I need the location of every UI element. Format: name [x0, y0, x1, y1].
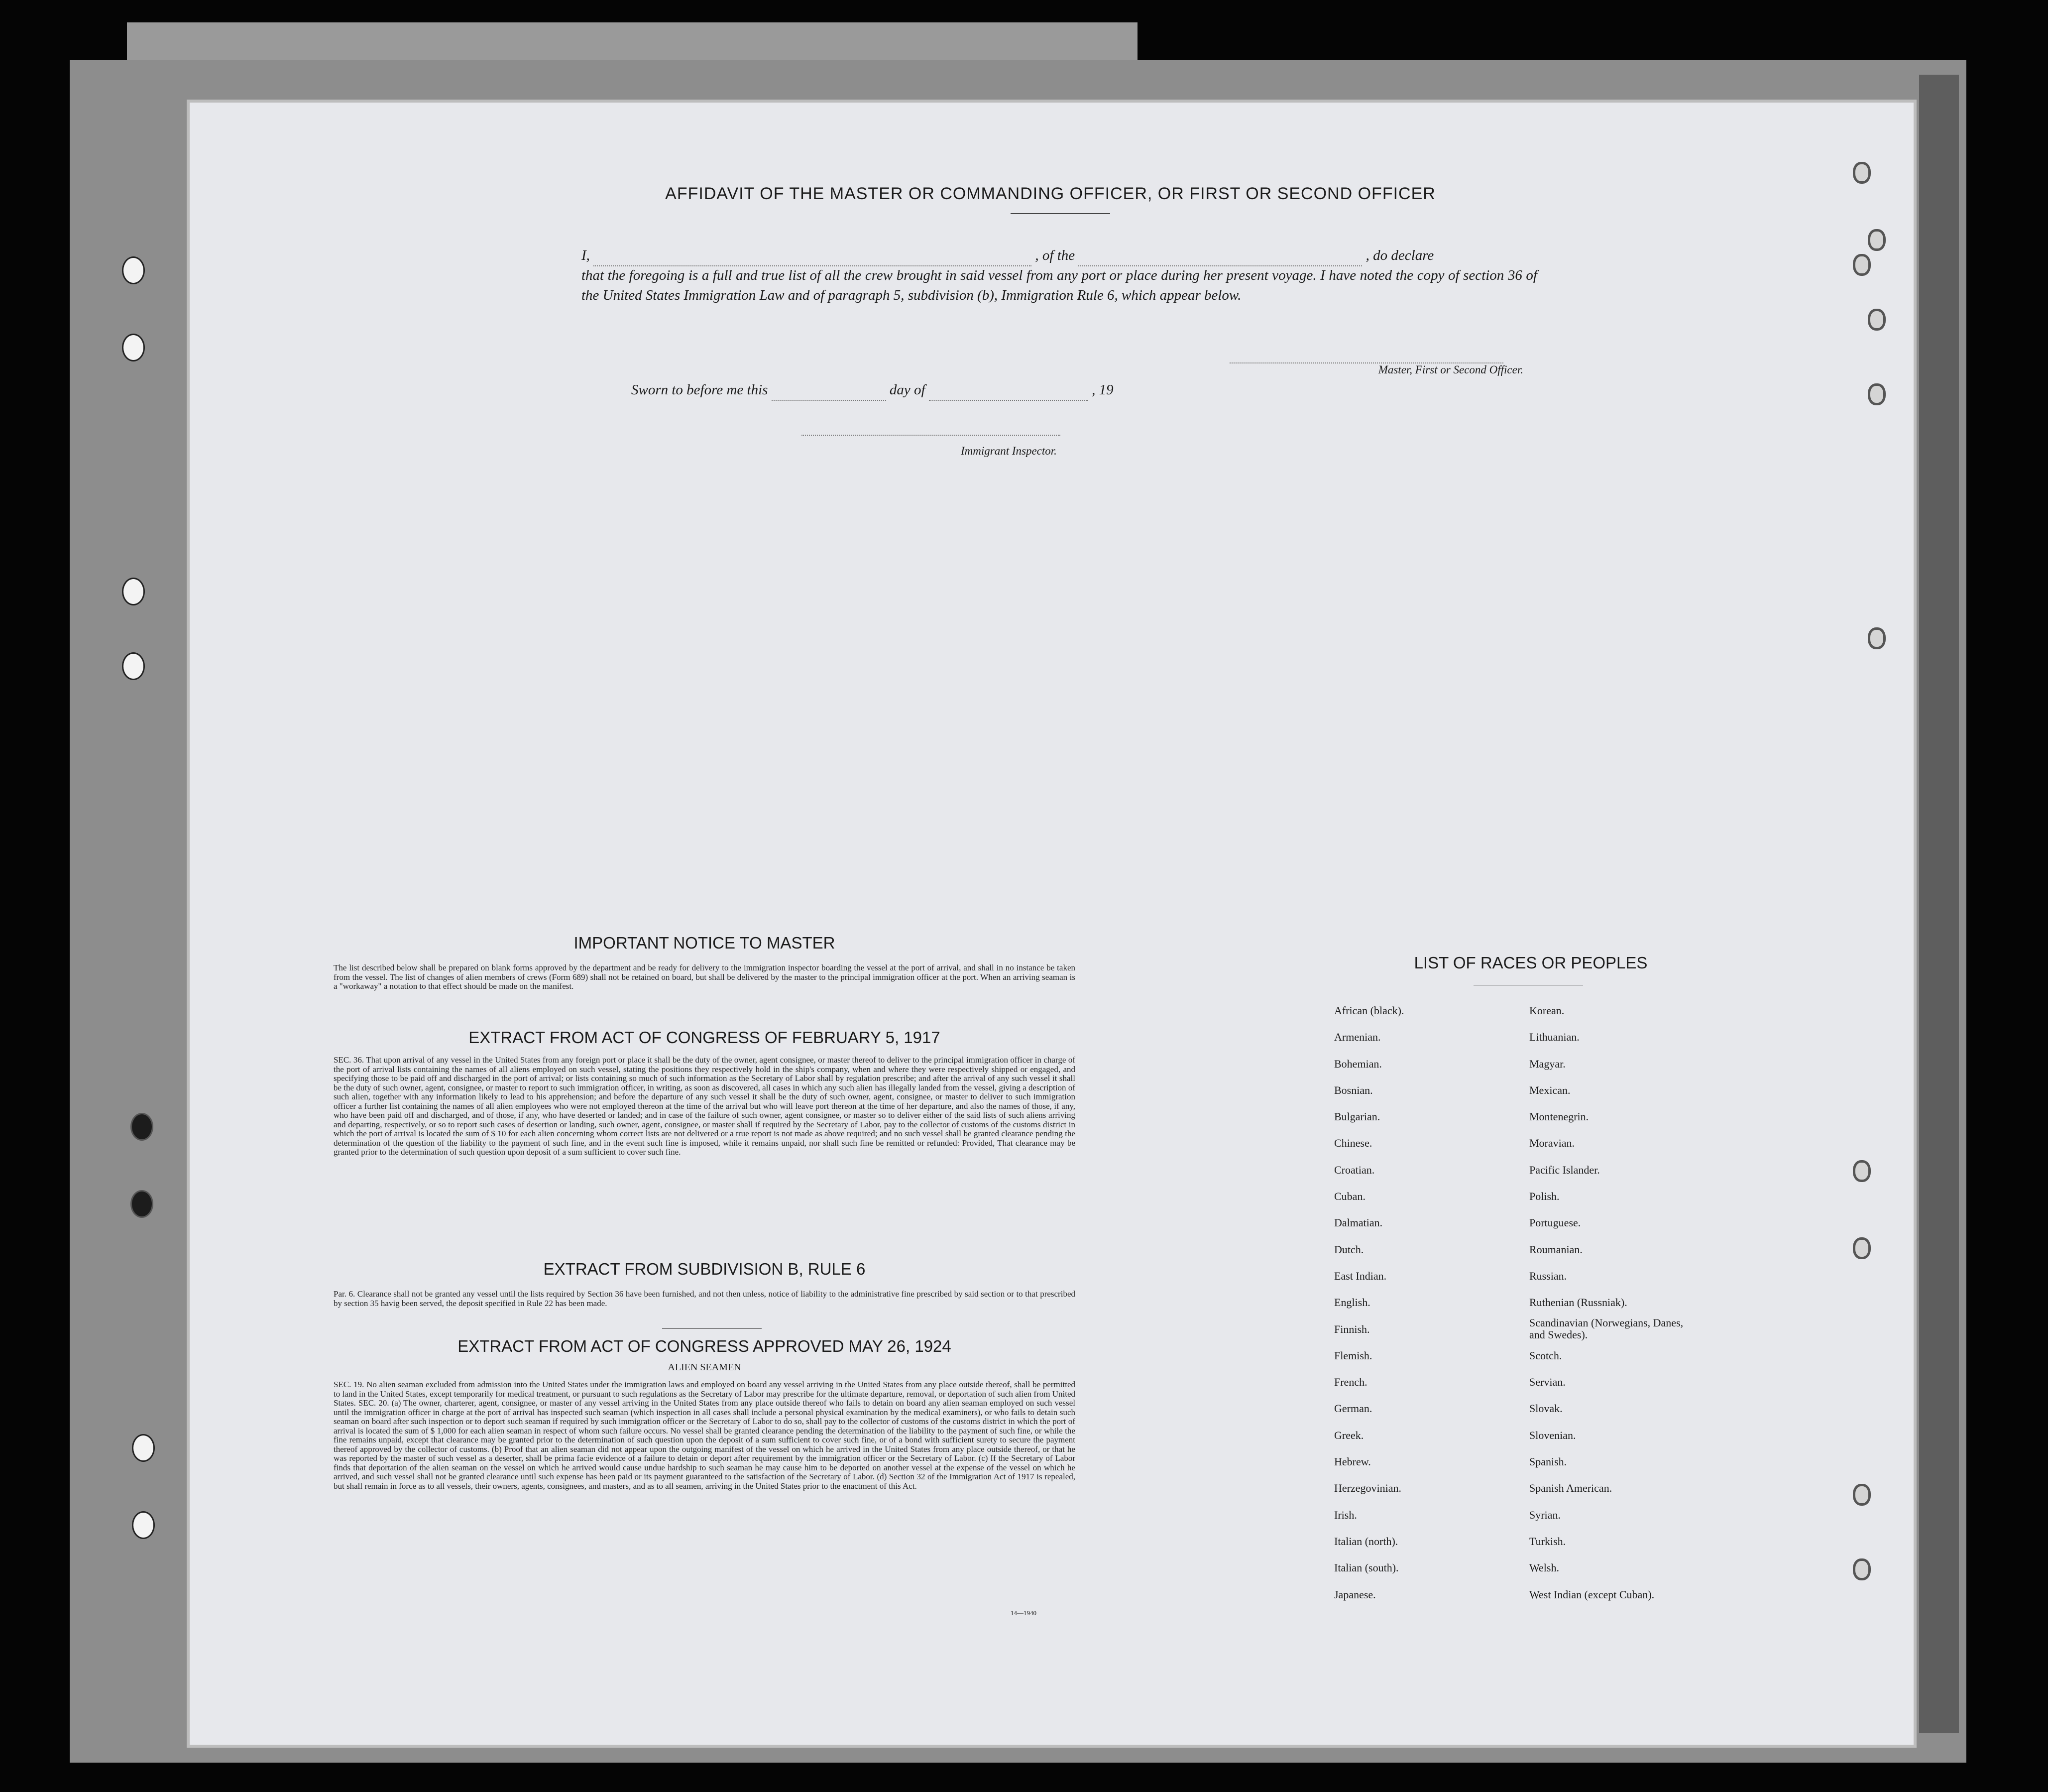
declarant-name-field[interactable]: [593, 245, 1031, 266]
race-item: Japanese.: [1334, 1588, 1376, 1601]
race-item: Korean.: [1529, 1004, 1565, 1017]
binding-hole: [1868, 229, 1886, 251]
punch-hole: [130, 1190, 153, 1218]
race-item: Dutch.: [1334, 1243, 1364, 1256]
race-item: Russian.: [1529, 1269, 1567, 1282]
binding-hole: [1868, 309, 1886, 331]
race-item: Irish.: [1334, 1508, 1357, 1521]
extract-1917-title: EXTRACT FROM ACT OF CONGRESS OF FEBRUARY 5, 1917: [468, 1028, 940, 1047]
binding-hole: [1853, 254, 1871, 276]
race-item: French.: [1334, 1376, 1367, 1389]
races-column-2: [1529, 997, 1738, 1608]
race-item: Welsh.: [1529, 1561, 1559, 1574]
form-number: 14—1940: [1011, 1609, 1036, 1617]
declaration-end: , do declare: [1365, 247, 1434, 263]
vessel-name-field[interactable]: [1078, 245, 1362, 266]
master-signature-label: Master, First or Second Officer.: [1378, 363, 1523, 376]
race-item: Spanish American.: [1529, 1482, 1612, 1495]
race-item: Polish.: [1529, 1190, 1560, 1203]
punch-hole: [122, 652, 145, 680]
race-item: Syrian.: [1529, 1508, 1561, 1521]
punch-hole: [132, 1434, 155, 1462]
sworn-line: [631, 380, 1278, 401]
affidavit-title: AFFIDAVIT OF THE MASTER OR COMMANDING OFFICER, OR FIRST OR SECOND OFFICER: [665, 184, 1436, 203]
race-item: Roumanian.: [1529, 1243, 1583, 1256]
race-item: Bulgarian.: [1334, 1110, 1380, 1123]
race-item: Hebrew.: [1334, 1455, 1371, 1468]
race-item: Greek.: [1334, 1429, 1364, 1441]
title-rule: [1011, 213, 1110, 214]
binding-hole: [1853, 1237, 1871, 1259]
sworn-text: Sworn to before me this: [631, 382, 768, 398]
notice-text: The list described below shall be prepared on blank forms approved by the department and be ready for delivery to the immigration inspector boarding the vessel at the port of arrival, and shall in no instance be taken from the vessel. The list of changes of alien members of crews (Form 689) shall not be retained on board, but shall be delivered by the master to the principal immigration officer at the port. When an arriving seaman is a "workaway" a notation to that effect should be made on the manifest.: [334, 963, 1075, 991]
race-item: Montenegrin.: [1529, 1110, 1589, 1123]
race-item: English.: [1334, 1296, 1370, 1309]
race-item: Bosnian.: [1334, 1083, 1373, 1096]
race-item: Scandinavian (Norwegians, Danes, and Swedes).: [1529, 1316, 1684, 1341]
affidavit-declaration-line: [581, 245, 1537, 265]
race-item: East Indian.: [1334, 1269, 1387, 1282]
race-item: German.: [1334, 1402, 1372, 1415]
race-item: Italian (north).: [1334, 1535, 1398, 1548]
race-item: Pacific Islander.: [1529, 1163, 1600, 1176]
back-sheet-right-edge: [1919, 75, 1959, 1733]
race-item: Dalmatian.: [1334, 1216, 1383, 1229]
extract-rule6-title: EXTRACT FROM SUBDIVISION B, RULE 6: [543, 1260, 866, 1278]
race-item: Mexican.: [1529, 1083, 1571, 1096]
punch-hole: [130, 1113, 153, 1141]
extract-1917-text: SEC. 36. That upon arrival of any vessel in the United States from any foreign port or place it shall be the duty of the owner, agent consignee, or master thereof to deliver to the principal immigration officer in charge of the port of arrival lists containing the names of all aliens employed on such vessel, stating the positions they respectively hold in the ship's company, when and where they were respectively shipped or engaged, and specifying those to be paid off and discharged in the port of arrival; or lists containing so much of such information as the Secretary of Labor shall by regulation prescribe; and after the arrival of any such vessel it shall be the duty of such owner, agent, consignee, or master to report to such immigration officer, in writing, as soon as discovered, all cases in which any such alien has illegally landed from the vessel, giving a description of such alien, together with any information likely to lead to his apprehension; and before the departure of any such vessel it shall be the duty of such owner, agent, consignee, or master to deliver to such immigration officer a further list containing the names of all alien employees who were not employed thereon at the time of the arrival but who will leave port thereon at the time of her departure, and also the names of those, if any, who have been paid off and discharged, and of those, if any, who have deserted or landed; and in case of the failure of such owner, agent consignee, or master so to deliver either of the said lists of such aliens arriving and departing, respectively, or so to report such cases of desertion or landing, such owner, agent, consignee, or master shall if required by the Secretary of Labor, pay to the collector of customs of the customs district in which the port of arrival is located the sum of $ 10 for each alien concerning whom correct lists are not delivered or a true report is not made as above required; and no such vessel shall be granted clearance pending the determination of the question of the liability to the payment of such fine, and in the event such fine is imposed, while it remains unpaid, nor shall such fine be remitted or refunded: Provided, That clearance may be granted prior to the determination of such question upon deposit of a sum sufficient to cover such fine.: [334, 1055, 1075, 1157]
race-item: Ruthenian (Russniak).: [1529, 1296, 1627, 1309]
race-item: Herzegovinian.: [1334, 1482, 1401, 1495]
race-item: Magyar.: [1529, 1057, 1566, 1070]
race-item: Bohemian.: [1334, 1057, 1382, 1070]
race-item: Moravian.: [1529, 1137, 1575, 1150]
race-item: Spanish.: [1529, 1455, 1567, 1468]
race-item: Chinese.: [1334, 1137, 1372, 1150]
binding-hole: [1853, 1484, 1871, 1506]
race-item: Slovak.: [1529, 1402, 1563, 1415]
race-item: African (black).: [1334, 1004, 1404, 1017]
race-item: West Indian (except Cuban).: [1529, 1588, 1655, 1601]
binding-hole: [1868, 627, 1886, 649]
declaration-i: I,: [581, 247, 590, 263]
punch-hole: [132, 1511, 155, 1539]
notice-title: IMPORTANT NOTICE TO MASTER: [573, 934, 835, 952]
binding-hole: [1853, 162, 1871, 184]
extract-rule6-text: Par. 6. Clearance shall not be granted any vessel until the lists required by Section 36 have been furnished, and not then unless, notice of liability to the administrative fine prescribed by said section or to that prescribed by section 35 havig been served, the deposit specified in Rule 22 has been made.: [334, 1289, 1075, 1308]
race-item: Italian (south).: [1334, 1561, 1399, 1574]
races-title: LIST OF RACES OR PEOPLES: [1414, 954, 1648, 972]
inspector-signature-field[interactable]: [801, 421, 1060, 436]
races-column-1: [1334, 997, 1523, 1608]
punch-hole: [122, 578, 145, 605]
punch-hole: [122, 334, 145, 361]
race-item: Cuban.: [1334, 1190, 1365, 1203]
sworn-day-of: day of: [889, 382, 925, 398]
race-item: Flemish.: [1334, 1349, 1372, 1362]
race-item: Servian.: [1529, 1376, 1566, 1389]
extract-1924-text: SEC. 19. No alien seaman excluded from admission into the United States under the immigration laws and employed on board any vessel arriving in the United States from any place outside thereof, shall be permitted to land in the United States, except temporarily for medical treatment, or pursuant to such regulations as the Secretary of Labor may prescribe for the ultimate departure, removal, or deportation of such alien from United States. SEC. 20. (a) The owner, charterer, agent, consignee, or master of any vessel arriving in the United States from any place outside thereof who fails to detain on board any alien seaman employed on such vessel until the immigration officer in charge at the port of arrival has inspected such seaman (which inspection in all cases shall include a personal physical examination by the medical examiners), or who fails to detain such seaman on board after such inspection or to deport such seaman if required by such immigration officer or the Secretary of Labor to do so, shall pay to the collector of customs of the customs district in which the port of arrival is located the sum of $ 1,000 for each alien seaman in respect of whom such failure occurs. No vessel shall be granted clearance pending the determination of the liability to the payment of such fine, or while the fine remains unpaid, except that clearance may be granted prior to the determination of such question upon the deposit of a sum sufficient to cover such fine, or of a bond with sufficient surety to secure the payment thereof approved by the collector of customs. (b) Proof that an alien seaman did not appear upon the outgoing manifest of the vessel on which he arrived in the United States from any place outside thereof, or that he was reported by the master of such vessel as a deserter, shall be prima facie evidence of a failure to detain or deport after requirement by the immigration officer or the Secretary of Labor. (c) If the Secretary of Labor finds that deportation of the alien seaman on the vessel on which he arrived would cause undue hardship to such seaman he may cause him to be deported on another vessel at the expense of the vessel on which he arrived, and such vessel shall not be granted clearance until such expense has been paid or its payment guaranteed to the satisfaction of the Secretary of Labor. (d) Section 32 of the Immigration Act of 1917 is repealed, but shall remain in force as to all vessels, their owners, agents, consignees, and masters, and as to all seamen, arriving in the United States prior to the enactment of this Act.: [334, 1380, 1075, 1491]
sworn-day-field[interactable]: [772, 380, 886, 401]
race-item: Scotch.: [1529, 1349, 1562, 1362]
race-item: Croatian.: [1334, 1163, 1375, 1176]
race-item: Turkish.: [1529, 1535, 1566, 1548]
extract-1924-subtitle: ALIEN SEAMEN: [668, 1362, 741, 1373]
affidavit-body: that the foregoing is a full and true list of all the crew brought in said vessel from any port or place during her present voyage. I have noted the copy of section 36 of the United States Immigration Law and of paragraph 5, subdivision (b), Immigration Rule 6, which appear below.: [581, 267, 1537, 303]
race-item: Lithuanian.: [1529, 1031, 1580, 1044]
race-item: Armenian.: [1334, 1031, 1381, 1044]
inspector-signature-label: Immigrant Inspector.: [961, 445, 1057, 457]
race-item: Slovenian.: [1529, 1429, 1576, 1441]
sworn-year: , 19: [1092, 382, 1114, 398]
sworn-month-field[interactable]: [929, 380, 1088, 401]
binding-hole: [1853, 1558, 1871, 1580]
master-signature-field[interactable]: [1230, 349, 1503, 363]
binding-hole: [1853, 1160, 1871, 1182]
race-item: Portuguese.: [1529, 1216, 1581, 1229]
extract-rule6-divider: [662, 1328, 762, 1329]
declaration-of-the: , of the: [1035, 247, 1075, 263]
binding-hole: [1868, 383, 1886, 405]
punch-hole: [122, 256, 145, 284]
race-item: Finnish.: [1334, 1322, 1370, 1335]
extract-1924-title: EXTRACT FROM ACT OF CONGRESS APPROVED MAY 26, 1924: [457, 1337, 951, 1355]
